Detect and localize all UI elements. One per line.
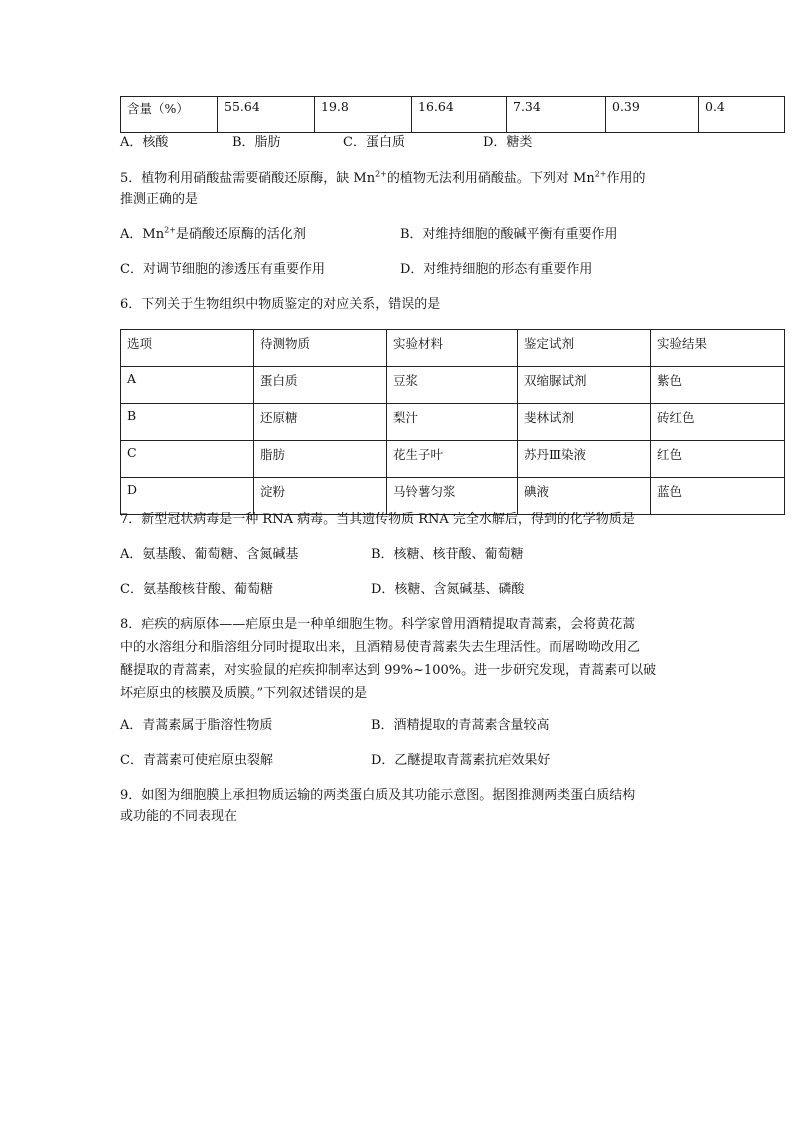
q8-option-c[interactable]: C．青蒿素可使疟原虫裂解 bbox=[120, 753, 273, 768]
q7-option-a[interactable]: A．氨基酸、葡萄糖、含氮碱基 bbox=[120, 547, 299, 562]
table-cell: 还原糖 bbox=[254, 404, 387, 441]
q5-option-b[interactable]: B．对维持细胞的酸碱平衡有重要作用 bbox=[400, 227, 618, 242]
q8-option-d[interactable]: D．乙醚提取青蒿素抗疟效果好 bbox=[371, 753, 551, 768]
table-cell: 豆浆 bbox=[387, 367, 518, 404]
q8-stem-line2: 中的水溶组分和脂溶组分同时提取出来，且酒精易使青蒿素失去生理活性。而屠呦呦改用乙 bbox=[120, 640, 641, 655]
q5-option-c[interactable]: C．对调节细胞的渗透压有重要作用 bbox=[120, 262, 325, 277]
q4-option-a[interactable]: A．核酸 bbox=[120, 135, 169, 150]
table-header-row bbox=[121, 330, 785, 367]
q8-stem-line1: 8．疟疾的病原体——疟原虫是一种单细胞生物。科学家曾用酒精提取青蒿素，会将黄花蒿 bbox=[120, 617, 636, 632]
q7-option-d[interactable]: D．核糖、含氮碱基、磷酸 bbox=[371, 582, 525, 597]
q8-option-b[interactable]: B．酒精提取的青蒿素含量较高 bbox=[371, 718, 550, 733]
q9-stem-line2: 或功能的不同表现在 bbox=[120, 809, 238, 824]
table-cell: 碘液 bbox=[518, 478, 651, 515]
table-header-cell: 鉴定试剂 bbox=[518, 330, 651, 367]
q5-option-a[interactable]: A．$Mn^{2+}$是硝酸还原酶的活化剂 bbox=[120, 225, 306, 242]
table-cell: 19.8 bbox=[315, 97, 412, 133]
table-cell: 脂肪 bbox=[254, 441, 387, 478]
q5-stem-line2: 推测正确的是 bbox=[120, 192, 199, 207]
q4-option-c[interactable]: C．蛋白质 bbox=[343, 135, 405, 150]
table-cell: 0.4 bbox=[699, 97, 785, 133]
table-row bbox=[121, 97, 785, 133]
table-cell: A bbox=[121, 367, 254, 404]
table-cell: 苏丹Ⅲ染液 bbox=[518, 441, 651, 478]
table-header-cell: 实验材料 bbox=[387, 330, 518, 367]
content-table bbox=[120, 96, 785, 133]
table-row bbox=[121, 441, 785, 478]
table-cell: 砖红色 bbox=[651, 404, 785, 441]
table-cell: 梨汁 bbox=[387, 404, 518, 441]
table-cell: C bbox=[121, 441, 254, 478]
table-cell: 花生子叶 bbox=[387, 441, 518, 478]
q7-stem: 7．新型冠状病毒是一种 RNA 病毒。当其遗传物质 RNA 完全水解后，得到的化学物质是 bbox=[120, 512, 635, 527]
table-header-cell: 待测物质 bbox=[254, 330, 387, 367]
table-row bbox=[121, 367, 785, 404]
table-cell: 蛋白质 bbox=[254, 367, 387, 404]
table-row bbox=[121, 404, 785, 441]
q9-stem-line1: 9．如图为细胞膜上承担物质运输的两类蛋白质及其功能示意图。据图推测两类蛋白质结构 bbox=[120, 788, 636, 803]
q8-option-a[interactable]: A．青蒿素属于脂溶性物质 bbox=[120, 718, 273, 733]
table-cell: 55.64 bbox=[218, 97, 315, 133]
table-cell: 淀粉 bbox=[254, 478, 387, 515]
q7-option-c[interactable]: C．氨基酸核苷酸、葡萄糖 bbox=[120, 582, 273, 597]
q8-stem-line3: 醚提取的青蒿素，对实验鼠的疟疾抑制率达到 99%~100%。进一步研究发现，青蒿素可以破 bbox=[120, 663, 657, 678]
table-cell: 马铃薯匀浆 bbox=[387, 478, 518, 515]
table-header-cell: 实验结果 bbox=[651, 330, 785, 367]
table-row bbox=[121, 478, 785, 515]
table-cell: 0.39 bbox=[606, 97, 699, 133]
table-header-cell: 选项 bbox=[121, 330, 254, 367]
identification-table bbox=[120, 329, 785, 515]
table-cell-label: 含量（%） bbox=[121, 97, 218, 133]
table-cell: 紫色 bbox=[651, 367, 785, 404]
table-cell: 斐林试剂 bbox=[518, 404, 651, 441]
table-cell: 红色 bbox=[651, 441, 785, 478]
q5-option-d[interactable]: D．对维持细胞的形态有重要作用 bbox=[400, 262, 593, 277]
table-cell: 16.64 bbox=[412, 97, 507, 133]
table-cell: 双缩脲试剂 bbox=[518, 367, 651, 404]
q4-option-d[interactable]: D．糖类 bbox=[483, 135, 533, 150]
q6-stem: 6．下列关于生物组织中物质鉴定的对应关系，错误的是 bbox=[120, 297, 441, 312]
q5-stem-line1: 5．植物利用硝酸盐需要硝酸还原酶，缺 $Mn^{2+}$的植物无法利用硝酸盐。下列对 $Mn^{2+}$作用的 bbox=[120, 169, 646, 186]
q8-stem-line4: 坏疟原虫的核膜及质膜。”下列叙述错误的是 bbox=[120, 686, 368, 701]
q4-option-b[interactable]: B．脂肪 bbox=[232, 135, 281, 150]
table-cell: D bbox=[121, 478, 254, 515]
q7-option-b[interactable]: B．核糖、核苷酸、葡萄糖 bbox=[371, 547, 524, 562]
table-cell: 蓝色 bbox=[651, 478, 785, 515]
table-cell: 7.34 bbox=[507, 97, 606, 133]
table-cell: B bbox=[121, 404, 254, 441]
